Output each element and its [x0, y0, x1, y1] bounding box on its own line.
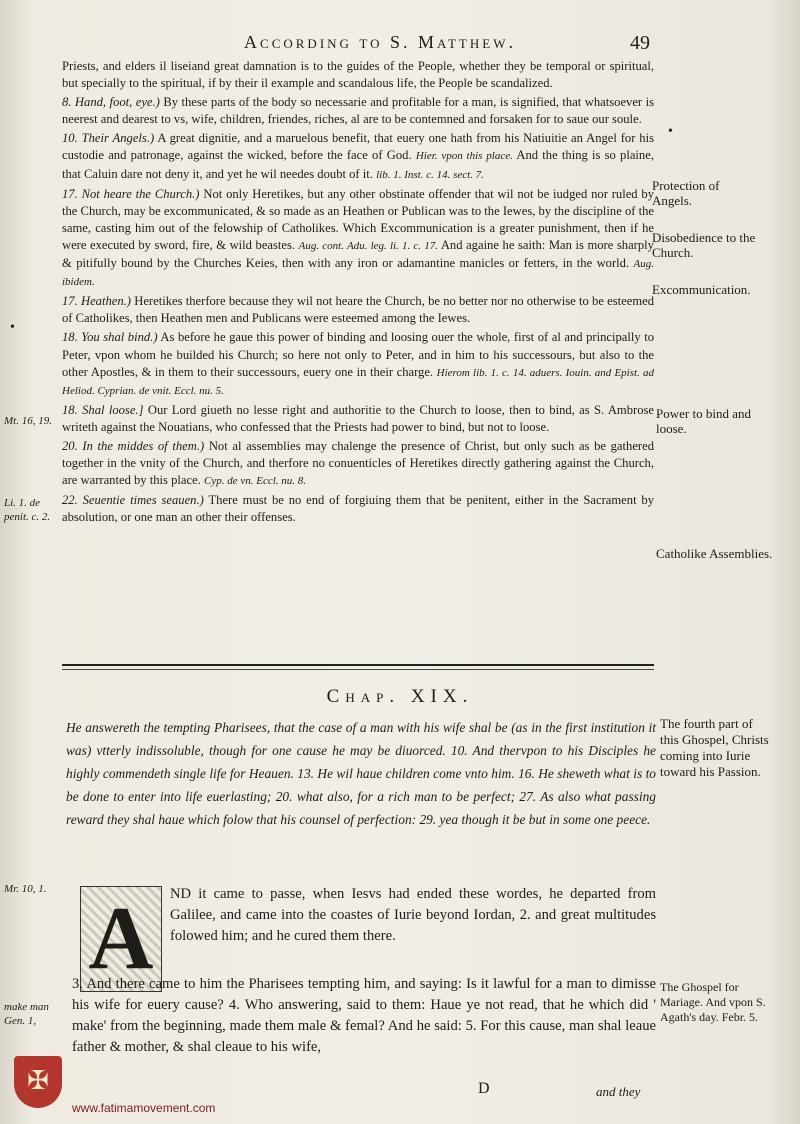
annotation-2: 10. Their Angels.) A great dignitie, and a maruelous benefit, that euery one hath from his Natiuitie an Angel for his custodie and patronage, against the wicked, before the face of God. Hier. vpon this place. And the thing is so plaine, that Caluin dare not deny it, and yet he wil needes doubt of it. lib. 1. Inst. c. 14. sect. 7. — [62, 131, 654, 181]
annotation-1: 8. Hand, foot, eye.) By these parts of the body so necessarie and profitable for a man, is signified, that whatsoever is neerest and dearest to vs, wife, children, friendes, riches, al are to be contemned and forsaken for to saue our soule. — [62, 95, 654, 127]
watermark-url[interactable]: www.fatimamovement.com — [72, 1101, 216, 1115]
page-number: 49 — [630, 32, 650, 54]
margin-note-left-ambrose: Li. 1. de penit. c. 2. — [4, 497, 51, 523]
annotation-3: 17. Not heare the Church.) Not only Heretikes, but any other obstinate offender that wil not be iudged nor ruled by the Church, may be excommunicated, & so made as an Heathen or Publican was to the Iewes, by the discipline of the same, casting him out of the felowship of Catholikes. Which Excommunication is a greater punishment, then if he were executed by sword, fire, & wild beastes. Aug. cont. Adu. leg. li. 1. c. 17. And againe he saith: Man is more sharply & pitifully bound by the Churches Keies, then with any iron or adamantine manicles or fetters, in the world. Aug. ibidem. — [62, 186, 655, 289]
margin-note-excommunication: Excommunication. — [652, 282, 751, 297]
annotations-block — [62, 58, 654, 528]
signature-mark: D — [478, 1080, 490, 1097]
annotation-5: 18. You shal bind.) As before he gaue this power of binding and loosing ouer the whole, first of al and principally to Peter, vpon whom he builded his Church; so here not only to Peter, and in him to his successours, but also to the other Apostles, & in them to their successours, euery one in their charge. Hierom lib. 1. c. 14. aduers. Iouin. and Epist. ad Heliod. Cyprian. de vnit. Eccl. nu. 5. — [62, 330, 654, 397]
margin-note-assemblies: Catholike Assemblies. — [656, 546, 773, 561]
annotation-4: 17. Heathen.) Heretikes therfore because they wil not heare the Church, be no better nor no otherwise to be esteemed of Catholikes, then Heathen men and Publicans were esteemed among the Iewes. — [62, 294, 655, 326]
annotation-7: 20. In the middes of them.) Not al assemblies may chalenge the presence of Christ, but only such as be gathered together in the vnity of the Church, and therfore no conuenticles of Heretikes directly gathering against the Church, are warranted by this place. Cyp. de vn. Eccl. nu. 8. — [62, 438, 654, 488]
chapter-heading: Chap. XIX. — [326, 686, 474, 707]
annotation-8: 22. Seuentie times seauen.) There must be no end of forgiuing them that be penitent, either in the Sacrament by absolution, or one man an other their offenses. — [62, 493, 655, 525]
margin-note-protection: Protection of Angels. — [652, 178, 720, 208]
margin-mark: • — [668, 124, 673, 139]
annotation-6: 18. Shal loose.] Our Lord giueth no lesse right and authoritie to the Church to loose, then to bind, as S. Ambrose writeth against the Nouatians, who confessed that the Priests had power to bind, but not to loose. — [62, 402, 655, 434]
chapter-body-opening: ND it came to passe, when Iesvs had ended these wordes, he departed from Galilee, and came into the coastes of Iurie beyond Iordan, 2. and great multitudes folowed him; and he cured them there. — [170, 886, 656, 944]
margin-note-left-mt16: Mt. 16, 19. — [4, 415, 52, 427]
section-rule — [62, 664, 654, 666]
margin-note-fourth-part: The fourth part of this Ghospel, Christs coming into Iurie toward his Passion. — [660, 716, 769, 779]
papal-seal-logo: ✠ — [14, 1056, 62, 1108]
drop-cap: A — [80, 886, 162, 992]
margin-note-disobedience: Disobedience to the Church. — [652, 230, 756, 260]
margin-note-left-mr10: Mr. 10, 1. — [4, 883, 47, 895]
running-title: According to S. Matthew. — [244, 32, 516, 52]
margin-note-power-bind: Power to bind and loose. — [656, 406, 751, 436]
margin-note-ghospel-mariage: The Ghospel for Mariage. And vpon S. Agath's day. Febr. 5. — [660, 980, 766, 1024]
catchword: and they — [596, 1084, 641, 1099]
annotation-0: Priests, and elders il liseiand great damnation is to the guides of the People, whether they be temporal or spiritual, but specially to the spiritual, if by their il example and scandalous life, the People be scandalized. — [62, 59, 654, 91]
chapter-argument: He answereth the tempting Pharisees, that the case of a man with his wife shal be (as in the first institution it was) vtterly indissoluble, though for one cause he may be diuorced. 10. And thervpon to his Disciples he highly commendeth single life for Heauen. 13. He wil haue children come vnto him. 16. He sheweth what is to be done to enter into life euerlasting; 20. what also, for a rich man to be perfect; 27. As also what passing reward they shal haue which folow that his counsel of perfection: 29. yea though it be but in some one peece. — [66, 720, 656, 827]
margin-mark: • — [10, 320, 15, 335]
chapter-body-continued: 3. And there came to him the Pharisees tempting him, and saying: Is it lawful for a man to dimisse his wife for euery cause? 4. Who answering, said to them: Haue ye not read, that he which did ' make' from the beginning, made them male & femal? And he said: 5. For this cause, man shal leaue father & mother, & shal cleaue to his wife, — [72, 976, 656, 1055]
margin-note-left-gen1: make man Gen. 1, — [4, 1001, 49, 1027]
section-rule — [62, 669, 654, 670]
